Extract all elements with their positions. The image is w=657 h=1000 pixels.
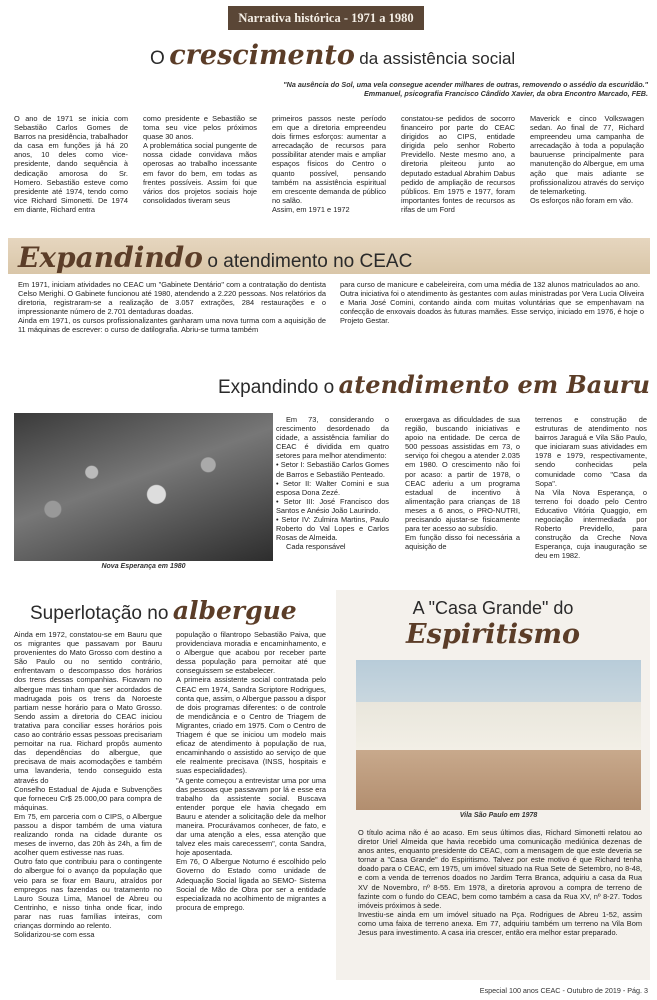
section4-title-prefix: Superlotação no bbox=[30, 603, 169, 624]
quote-text: "Na ausência do Sol, uma vela consegue acender milhares de outras, removendo o assédio da escuridão." bbox=[283, 80, 648, 89]
section2-col2 bbox=[340, 280, 644, 325]
section2-col2-text: para curso de manicure e cabeleireira, com uma média de 132 alunos matriculados ao ano. Outra iniciativa foi o atendimento às gestantes com aulas ministradas por Vera Lucia Oliveira e Maria José Comini, contando ainda com muitas voluntárias que se empenhavam na confecção de enxovais doados às futuras mamães. Esse serviço, iniciado em 1976, é hoje o Projeto Gestar. bbox=[340, 280, 644, 326]
section2-title bbox=[18, 241, 412, 274]
section4-col2 bbox=[176, 630, 326, 912]
section1-title bbox=[150, 40, 530, 71]
section3-title-em: atendimento em Bauru bbox=[338, 370, 650, 399]
section4-title bbox=[30, 596, 297, 625]
section1-title-prefix: O bbox=[150, 48, 165, 69]
section3-col3 bbox=[535, 415, 647, 561]
sector-item: • Setor I: Sebastião Carlos Gomes de Barros e Sebastião Penteado. bbox=[276, 460, 389, 479]
section3-col1 bbox=[276, 415, 389, 551]
section4-title-em: albergue bbox=[172, 596, 297, 625]
section3-col1-end: Cada responsável bbox=[286, 542, 346, 552]
section-banner: Narrativa histórica - 1971 a 1980 bbox=[228, 6, 424, 30]
sector-item: • Setor III: José Francisco dos Santos e Anésio João Laurindo. bbox=[276, 496, 389, 515]
section3-title-prefix: Expandindo o bbox=[218, 377, 335, 398]
section4-col1 bbox=[14, 630, 162, 939]
section5-title-em: Espiritismo bbox=[406, 619, 580, 650]
section4-col1-text: Ainda em 1972, constatou-se em Bauru que os migrantes que passavam por Bauru provenientes do Mato Grosso com destino a São Paulo ou no sentido contrário, enfrentavam o descompasso dos horários dos trens dessas companhias. Ficavam no albergue mas tinham que ser acordados de madrugada pois os trens da Noroeste partiam nesse horário para o Mato Grosso. Sendo assim a diretoria do CEAC iniciou tratativa para conciliar esses horários pois caso ao contrário essas pessoas precisariam pernoitar na rua. Richard propôs aumento das dependências do albergue, que precisava de mais acomodações e também uma lavanderia, tendo conseguido esta através do Conselho Estadual de Ajuda e Subvenções que forneceu Cr$ 25.000,00 para compra de máquinas. Em 75, em parceria com o CIPS, o Albergue passou a dispor também de uma viatura realizando ronda na cidade durante os meses de inverno, das 20h às 24h, a fim de acolher quem estivesse nas ruas. Outro fato que contribuiu para o contingente do albergue foi o avanço da população que veio para se fixar em Bauru, atraídos por empregos nas fazendas ou tratamento no Lauro Souza Lima, Manoel de Abreu ou Centrinho, e nisso tinha onde ficar, indo parar nas ruas famílias inteiras, com crianças dormindo ao relento. Solidarizou-se com essa bbox=[14, 630, 162, 940]
section5-title bbox=[336, 598, 650, 650]
sector-item: • Setor II: Walter Comini e sua esposa Dona Zezé. bbox=[276, 478, 389, 497]
nova-esperanca-photo bbox=[14, 413, 273, 561]
section1-title-suffix: da assistência social bbox=[359, 49, 516, 68]
section1-col5 bbox=[530, 114, 644, 205]
section3-col2-text: enxergava as dificuldades de sua região, buscando iniciativas e apoio na entidade. De cerca de 500 pessoas assistidas em 73, o serviço foi chegou a atender 2.035 em 1980. O crescimento não foi por acaso: a partir de 1978, o CEAC aderiu a um programa estadual de incentivo à alimentação para crianças de 18 meses a 6 anos, o PRO-NUTRI, precisando ajustar-se fisicamente para ter acesso ao subsídio. Em função disso foi necessária a aquisição de bbox=[405, 415, 520, 552]
section2-title-em: Expandindo bbox=[18, 241, 203, 274]
section2-col1 bbox=[18, 280, 326, 335]
section1-title-em: crescimento bbox=[169, 40, 355, 71]
section1-col4: constatou-se pedidos de socorro financeiro por parte do CEAC dirigidos ao CIPS, entidade dirigida pelo senhor Roberto Previdello. Neste mesmo ano, a diretoria pleiteou junto ao deputado estadual Abrahim Dabus pedido de ampliação de recursos públicos. Em 1975 e 1977, foram importantes fontes de recursos as rifas de um Ford bbox=[401, 114, 515, 214]
section1-col2-text: como presidente e Sebastião se toma seu vice pelos próximos quase 30 anos. A problemática social pungente de nossa cidade convidava mãos operosas ao trabalho incessante em favor do bem, em todas as frentes possíveis. Assim foi que vários dos projetos sociais hoje consolidados tiveram seus bbox=[143, 114, 257, 205]
vila-sao-paulo-photo bbox=[356, 660, 641, 810]
section3-col2 bbox=[405, 415, 520, 551]
section2-title-suffix: o atendimento no CEAC bbox=[207, 251, 413, 272]
section1-col3 bbox=[272, 114, 386, 214]
section3-col1-intro: Em 73, considerando o crescimento desordenado da cidade, a assistência familiar do CEAC é dividida em quatro setores para melhor atendimento: bbox=[276, 415, 389, 461]
page-footer: Especial 100 anos CEAC - Outubro de 2019 - Pág. 3 bbox=[479, 986, 648, 995]
section5-body-text: O título acima não é ao acaso. Em seus últimos dias, Richard Simonetti relatou ao diretor Uriel Almeida que havia recebido uma comunicação mediúnica dezenas de anos antes, enquanto presidente do CEAC, com a mensagem de que este deveria se tornar a "Casa Grande" do Espiritismo. Talvez por este motivo é que Richard tenha doado para o CEAC, em 1975, um imóvel situado na Rua Sete de Setembro, no 8-48, e com a venda de terrenos doados no Jardim Terra Branca, adquiriu a casa da Rua XV de Novembro, nº 8-55. Em 1978, a diretoria aprovou a compra de terreno de fazinte com o fundo do CEAC, bem como também a casa da Rua XV, nº 8-27. Todos imóveis próximos à sede. Investiu-se ainda em um imóvel situado na Pça. Rodrigues de Abreu 1-52, assim como uma faixa de terreno anexa. Em 77, adquiriu também um terreno na Vila Bom Jesus para investimento. A casa iria crescer, então era melhor estar preparado. bbox=[358, 828, 642, 938]
section3-col3-text: terrenos e construção de estruturas de atendimento nos bairros Jaraguá e Vila São Paulo, que iniciaram suas atividades em 1978 e 1979, respectivamente, sendo conhecidas pela comunidade como "Casa da Sopa". Na Vila Nova Esperança, o terreno foi doado pelo Centro Educativo Vitória Quaggio, em negociação intermediada por Roberto Previdello, para construção da Creche Nova Esperança, cuja inauguração se deu em 1982. bbox=[535, 415, 647, 561]
section1-col1: O ano de 1971 se inicia com Sebastião Carlos Gomes de Barros na presidência, trabalhador da casa em funções já há 20 anos, 10 deles como vice-presidente, dando sequência à dedicação amorosa do Sr. Homero. Sebastião esteve como presidente até 1974, tendo como vice Richard Simonetti. De 1974 em diante, Richard entra bbox=[14, 114, 128, 214]
section4-col2-text: população o filantropo Sebastião Paiva, que providenciava moradia e encaminhamento, e o Albergue que acabou por receber parte dessa população para pernoitar até que conseguissem se estabelecer. A primeira assistente social contratada pelo CEAC em 1974, Sandra Scriptore Rodrigues, conta que, assim, o Albergue passou a dispor de dois programas diferentes: o de controle de mendicância e o Centro de Triagem de Migrantes, criado em 1975. Com o Centro de Triagem é que se iniciou um modelo mais eficaz de atendimento à população de rua, encaminhando o assistido ao serviço de que ele realmente precisava (INSS, hospitais e suas especialidades). "A gente começou a entrevistar uma por uma das pessoas que passavam por lá e esse era trabalho da assistente social. Buscava entender porque ele havia chegado em Bauru e atender a solicitação dele da melhor maneira. Procurávamos conhecer, de fato, e dar uma atenção a eles, essa atenção que talvez eles mais carecessem", conta Sandra, hoje aposentada. Em 76, O Albergue Noturno é escolhido pelo Governo do Estado como unidade de Adequação Social ligada ao SEMO- Sistema Social de Mão de Obra por ser a entidade especializada no acolhimento de migrantes a procura de emprego. bbox=[176, 630, 326, 912]
section3-title bbox=[218, 370, 650, 399]
photo2-caption: Vila São Paulo em 1978 bbox=[459, 812, 538, 819]
section1-quote bbox=[200, 80, 648, 98]
section1-col3-text: primeiros passos neste período em que a diretoria empreendeu dois firmes esforços: aumentar a arrecadação de recursos para possibilitar atender mais e ampliar espaços físicos do Centro o quanto possível, pensando também na assistência espiritual em crescente demanda de público no salão. Assim, em 1971 e 1972 bbox=[272, 114, 386, 214]
sector-list bbox=[276, 460, 389, 542]
sector-item: • Setor IV: Zulmira Martins, Paulo Roberto do Val Lopes e Carlos Rosas de Almeida. bbox=[276, 515, 389, 543]
section1-col2 bbox=[143, 114, 257, 205]
section2-col1-text: Em 1971, iniciam atividades no CEAC um "Gabinete Dentário" com a contratação do dentista Celso Merighi. O Gabinete funcionou até 1980, atendendo a 2.220 pessoas. Nos relatórios da diretoria, registraram-se a realização de 3.057 extrações, 284 restaurações e o impressionante número de 2.701 dentaduras doadas. Ainda em 1971, os cursos profissionalizantes ganharam uma nova turma com a aquisição de 11 máquinas de escrever: o curso de datilografia. Abriu-se turma também bbox=[18, 280, 326, 335]
section5-title-line1: A "Casa Grande" do bbox=[412, 598, 574, 618]
section5-body bbox=[358, 828, 642, 937]
photo1-caption: Nova Esperança em 1980 bbox=[101, 563, 186, 570]
quote-source: Emmanuel, psicografia Francisco Cândido Xavier, da obra Encontro Marcado, FEB. bbox=[364, 89, 648, 98]
section1-col5-text: Maverick e cinco Volkswagen sedan. Ao final de 77, Richard empreendeu uma campanha de arrecadação à toda a população bauruense principalmente para manutenção do Albergue, em uma ação que mais adiante se profissionalizou através do serviço de telemarketing. Os esforços não foram em vão. bbox=[530, 114, 644, 205]
